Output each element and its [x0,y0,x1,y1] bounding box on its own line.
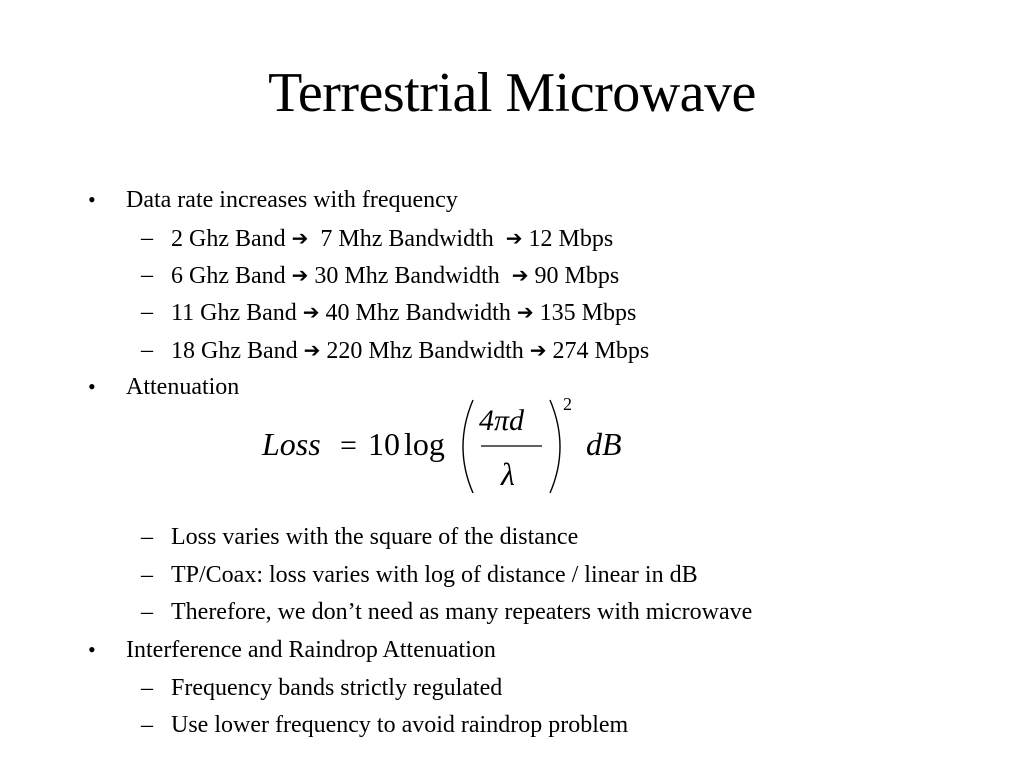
dash-icon: – [141,225,153,251]
bullet-icon: • [88,637,96,662]
formula-unit: dB [586,426,622,462]
sub-item-lower-frequency: Use lower frequency to avoid raindrop problem [171,712,629,738]
dash-icon: – [141,337,153,363]
formula-numerator: 4πd [479,404,525,437]
sub-item-bands-regulated: Frequency bands strictly regulated [171,675,503,701]
rate-text: 90 Mbps [534,263,620,289]
bullet-data-rate: Data rate increases with frequency [126,187,458,213]
bullet-icon: • [88,187,96,212]
dash-icon: – [141,599,153,625]
formula-coefficient: 10 [368,426,400,462]
right-arrow-icon: ➔ [516,300,534,324]
loss-formula [255,388,645,498]
band-text: 6 Ghz Band [171,263,286,289]
bandwidth-text: 7 Mhz Bandwidth [320,226,494,252]
dash-icon: – [141,262,153,288]
dash-icon: – [141,562,153,588]
band-text: 2 Ghz Band [171,226,286,252]
sub-item-2ghz [171,223,613,254]
right-arrow-icon: ➔ [529,338,547,362]
bandwidth-text: 40 Mhz Bandwidth [325,300,511,326]
right-arrow-icon: ➔ [511,263,529,287]
dash-icon: – [141,299,153,325]
right-arrow-icon: ➔ [302,300,320,324]
dash-icon: – [141,524,153,550]
rate-text: 274 Mbps [552,338,650,364]
formula-exponent: 2 [563,394,572,414]
bandwidth-text: 220 Mhz Bandwidth [326,338,524,364]
rate-text: 135 Mbps [539,300,637,326]
bullet-attenuation: Attenuation [126,374,240,400]
slide-title: Terrestrial Microwave [268,62,756,124]
rate-text: 12 Mbps [528,226,614,252]
sub-item-11ghz [171,297,636,328]
formula-log: log [404,426,445,462]
formula-denominator: λ [501,456,515,492]
loss-formula-graphic [255,388,645,498]
sub-item-6ghz [171,260,619,291]
formula-equals: = [340,429,357,462]
right-arrow-icon: ➔ [291,263,309,287]
right-paren-icon [550,400,560,493]
band-text: 11 Ghz Band [171,300,297,326]
bullet-interference: Interference and Raindrop Attenuation [126,637,496,663]
sub-item-tp-coax: TP/Coax: loss varies with log of distance / linear in dB [171,562,698,588]
sub-item-18ghz [171,335,649,366]
right-arrow-icon: ➔ [303,338,321,362]
right-arrow-icon: ➔ [291,226,309,250]
bullet-icon: • [88,374,96,399]
sub-item-repeaters: Therefore, we don’t need as many repeaters with microwave [171,599,753,625]
left-paren-icon [463,400,473,493]
dash-icon: – [141,712,153,738]
formula-lhs: Loss [262,426,321,462]
sub-item-loss-square: Loss varies with the square of the distance [171,524,579,550]
bandwidth-text: 30 Mhz Bandwidth [314,263,500,289]
dash-icon: – [141,675,153,701]
right-arrow-icon: ➔ [505,226,523,250]
band-text: 18 Ghz Band [171,338,298,364]
